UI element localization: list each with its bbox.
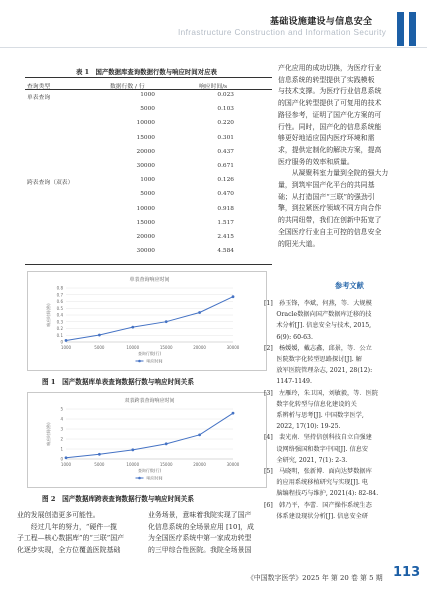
data-point bbox=[232, 412, 235, 415]
data-point bbox=[198, 433, 201, 436]
series-line bbox=[66, 413, 233, 458]
table-cell-time: 0.437 bbox=[217, 148, 234, 155]
text-line: 行性。同时，国产化的信息系统能 bbox=[278, 122, 382, 131]
text-line: 路径参考，证明了国产化方案的可 bbox=[278, 110, 382, 119]
reference-line: [2] 杨媛媛，戴志鑫，邱景，等．公立 bbox=[264, 344, 372, 352]
text-line: 够更好地适应国内医疗环境和需 bbox=[278, 134, 375, 143]
text-line: 子工程—核心数据库”的“三联”国产 bbox=[17, 534, 125, 543]
reference-line: 的应用系统移植研究与实现[J]. 电 bbox=[264, 479, 369, 487]
reference-line: 6(9): 60-63. bbox=[264, 333, 313, 341]
legend-label: 响应时间 bbox=[146, 475, 163, 481]
table-cell-rows: 1000 bbox=[140, 177, 155, 184]
x-tick-label: 1000 bbox=[60, 462, 72, 467]
reference-line: [3] 左雁玲，朱卫国，刘敏毅，等．医院 bbox=[264, 389, 378, 397]
y-tick-label: 0.6 bbox=[56, 299, 63, 304]
table-cell-rows: 15000 bbox=[136, 219, 155, 226]
y-axis-label: 响应时间(秒) bbox=[46, 303, 51, 327]
reference-line: 医院数字化转型思路探讨[J]. 解 bbox=[264, 356, 362, 364]
text-line: 的三甲综合性医院。我院全场景国 bbox=[148, 546, 252, 555]
legend-marker bbox=[138, 477, 141, 480]
table-cell-rows: 20000 bbox=[136, 148, 155, 155]
y-tick-label: 1 bbox=[60, 446, 63, 452]
x-tick-label: 30000 bbox=[226, 345, 240, 350]
table-cell-rows: 20000 bbox=[136, 234, 155, 240]
table-cell-time: 0.126 bbox=[217, 177, 234, 184]
data-point bbox=[232, 295, 235, 298]
y-tick-label: 0.5 bbox=[56, 305, 63, 311]
table-cell-type: 跨表查询（双表） bbox=[27, 180, 74, 187]
reference-line: 术分析[J]. 信息安全与技术, 2015, bbox=[264, 322, 372, 330]
text-line: 的阳光大道。 bbox=[278, 239, 320, 248]
bottom-left-text bbox=[17, 510, 124, 557]
reference-line: [6] 韩乃平，李蕾．国产操作系统生态 bbox=[264, 501, 372, 509]
table-cell-time: 0.023 bbox=[217, 92, 234, 98]
figure-1-caption: 图 1 国产数据库单表查询数据行数与响应时间关系 bbox=[42, 378, 194, 386]
y-tick-label: 0.4 bbox=[56, 312, 63, 318]
y-tick-label: 0.8 bbox=[56, 285, 63, 291]
text-line: 础；从打造国产“三联”的强劲引 bbox=[278, 192, 375, 201]
table-caption: 表 1 国产数据库查询数据行数与响应时间对应表 bbox=[76, 68, 217, 76]
y-tick-label: 0.2 bbox=[56, 326, 63, 331]
footer-journal: 《中国数字医学》2025 年 第 20 卷 第 5 期 bbox=[247, 574, 383, 582]
data-point bbox=[131, 448, 134, 451]
text-line: 业的发展创造更多可能性。 bbox=[17, 511, 100, 519]
table-cell-rows: 1000 bbox=[140, 92, 155, 98]
y-axis-label: 响应时间(秒) bbox=[46, 422, 51, 446]
series-line bbox=[66, 297, 233, 341]
y-tick-label: 0.1 bbox=[56, 332, 63, 338]
reference-line: [4] 裴光南．坚持信创科技自立自强建 bbox=[264, 434, 372, 442]
table-cell-rows: 5000 bbox=[140, 106, 155, 113]
running-header-subtitle: Infrastructure Construction and Information Security bbox=[178, 28, 387, 37]
references-heading: 参考文献 bbox=[335, 281, 364, 290]
x-tick-label: 5000 bbox=[94, 462, 105, 467]
text-line: 量，到筑牢国产化平台的共同基 bbox=[278, 181, 375, 190]
reference-line: 设网络强国和数字中国[J]. 信息安 bbox=[264, 445, 369, 453]
reference-line: 2022, 17(10): 19-25. bbox=[264, 423, 341, 431]
header-divider bbox=[0, 47, 427, 48]
y-tick-label: 2 bbox=[60, 436, 63, 442]
table-cell-time: 0.301 bbox=[217, 134, 234, 141]
x-tick-label: 20000 bbox=[193, 462, 206, 467]
table-cell-time: 0.470 bbox=[217, 191, 234, 198]
references-list bbox=[264, 298, 378, 522]
data-point bbox=[65, 456, 68, 459]
text-line: 化逐步实现，全方位覆盖医院基础 bbox=[17, 546, 121, 555]
table-cell-time: 2.415 bbox=[217, 234, 234, 240]
table-header-rows: 数据行数 / 行 bbox=[110, 84, 145, 90]
x-tick-label: 20000 bbox=[193, 345, 206, 350]
text-line: 产化应用的成功切换，为医疗行业 bbox=[278, 64, 382, 72]
data-point bbox=[98, 334, 101, 337]
table-cell-type: 单表查询 bbox=[27, 95, 51, 101]
figure-2-caption: 图 2 国产数据库跨表查询数据行数与响应时间关系 bbox=[42, 495, 194, 503]
x-tick-label: 15000 bbox=[159, 345, 173, 350]
reference-line: 数字化转型与信息化建设的关 bbox=[264, 400, 357, 408]
y-tick-label: 4 bbox=[60, 416, 63, 422]
running-header-title: 基础设施建设与信息安全 bbox=[270, 17, 373, 27]
data-point bbox=[98, 453, 101, 456]
reference-line: [1] 孙玉锋，李斌，何燕，等．大规模 bbox=[264, 300, 372, 307]
table-cell-time: 1.517 bbox=[217, 219, 234, 226]
y-tick-label: 0 bbox=[60, 339, 63, 345]
reference-line: Oracle数据向国产数据库迁移的技 bbox=[264, 311, 372, 319]
y-tick-label: 0 bbox=[60, 456, 63, 462]
legend-label: 响应时间 bbox=[146, 358, 163, 364]
data-point bbox=[198, 311, 201, 314]
chart-title: 单表查询响应时间 bbox=[129, 277, 170, 283]
table-cell-time: 0.103 bbox=[217, 106, 234, 113]
header-logo-gap bbox=[404, 12, 409, 46]
text-line: 业务场景，意味着我院实现了国产 bbox=[148, 511, 252, 519]
chart-2-frame bbox=[27, 392, 267, 488]
table-header-time: 响应时间/s bbox=[199, 84, 228, 90]
table-bottom-rule bbox=[25, 264, 272, 265]
y-tick-label: 5 bbox=[60, 406, 63, 412]
table-cell-time: 4.584 bbox=[217, 248, 234, 255]
table-cell-rows: 5000 bbox=[140, 191, 155, 198]
y-tick-label: 0.3 bbox=[56, 319, 63, 325]
reference-line: 放军医院管理杂志, 2021, 28(12): bbox=[264, 367, 373, 375]
chart-title: 双表跨表查询响应时间 bbox=[124, 398, 175, 404]
text-line: 为全国医疗系统中第一家成功转型 bbox=[148, 534, 252, 543]
text-line: 全国医疗行业自主可控的信息安全 bbox=[278, 227, 382, 236]
reference-line: [5] 马晓明，张新博．面向达梦数据库 bbox=[264, 468, 372, 476]
reference-line: 系辨析与思考[J]. 中国数字医学, bbox=[264, 412, 364, 420]
x-tick-label: 5000 bbox=[94, 345, 105, 350]
y-tick-label: 3 bbox=[60, 426, 63, 432]
table-cell-rows: 10000 bbox=[136, 120, 155, 127]
reference-line: 1147-1149. bbox=[264, 378, 312, 386]
table-cell-rows: 10000 bbox=[136, 205, 155, 212]
x-axis-label: 查询行数(行) bbox=[137, 468, 162, 473]
table-cell-time: 0.671 bbox=[217, 163, 234, 169]
chart-1-single-table-response bbox=[28, 272, 268, 372]
table-cell-rows: 15000 bbox=[136, 134, 155, 141]
table-cell-rows: 30000 bbox=[136, 163, 155, 169]
text-line: 的共同纽带，我们在创新中拓宽了 bbox=[278, 216, 382, 225]
legend-marker bbox=[138, 360, 141, 363]
x-tick-label: 15000 bbox=[159, 462, 173, 467]
reference-line: 全研究, 2021, 7(1): 2-3. bbox=[264, 456, 348, 464]
text-line: 的国产化转型提供了可复用的技术 bbox=[278, 99, 382, 108]
reference-line: 脑编程技巧与维护, 2021(4): 82-84. bbox=[264, 490, 379, 498]
text-line: 医疗服务的效率和质量。 bbox=[278, 157, 354, 166]
table-cell-time: 0.918 bbox=[217, 205, 234, 212]
data-point bbox=[165, 442, 168, 445]
table-top-rule bbox=[25, 77, 272, 78]
x-tick-label: 1000 bbox=[60, 345, 72, 350]
page-number: 113 bbox=[393, 565, 421, 580]
x-tick-label: 10000 bbox=[126, 462, 140, 467]
table-header-rule bbox=[25, 89, 272, 90]
x-tick-label: 30000 bbox=[226, 462, 240, 467]
chart-2-cross-table-response bbox=[28, 393, 268, 489]
text-line: 从凝聚科室力量到全院的强大力 bbox=[278, 169, 389, 178]
text-line: 经过几年的努力，“硬件一揽 bbox=[17, 522, 117, 531]
data-point bbox=[165, 320, 168, 323]
table-cell-time: 0.220 bbox=[217, 120, 234, 127]
x-tick-label: 10000 bbox=[126, 345, 140, 350]
text-line: 求，提供定制化的解决方案，提高 bbox=[278, 145, 382, 154]
table-header-type: 查询类型 bbox=[27, 84, 51, 90]
text-line: 与技术支撑。为医疗行业信息系统 bbox=[278, 87, 382, 96]
text-line: 信息系统的转型提供了实践模板 bbox=[278, 75, 375, 84]
reference-line: 体系建设现状分析[J]. 信息安全研 bbox=[264, 512, 369, 520]
bottom-middle-text bbox=[148, 510, 254, 557]
table-cell-rows: 30000 bbox=[136, 248, 155, 255]
data-point bbox=[131, 326, 134, 329]
chart-1-frame bbox=[27, 271, 267, 371]
text-line: 化信息系统的全场景应用 [10]，成 bbox=[148, 522, 254, 531]
y-tick-label: 0.7 bbox=[56, 292, 63, 298]
text-line: 擎，到拉紧医疗领域不同方向合作 bbox=[278, 204, 382, 213]
data-point bbox=[65, 339, 68, 342]
right-column-text bbox=[278, 63, 388, 250]
x-axis-label: 查询行数(行) bbox=[137, 351, 162, 356]
